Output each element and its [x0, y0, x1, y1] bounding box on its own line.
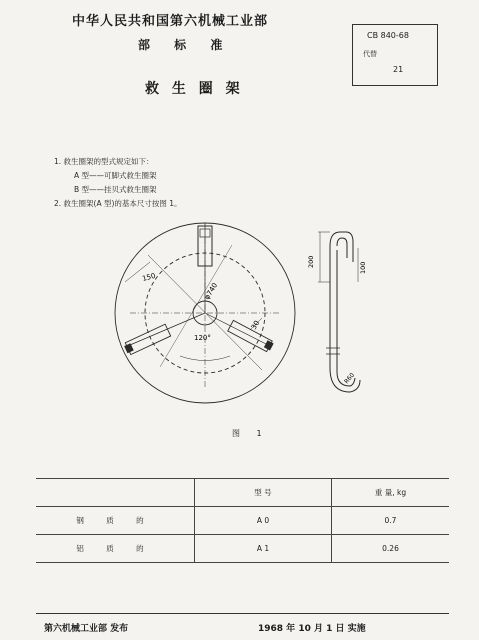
- dim-100: 100: [359, 261, 367, 274]
- table-header-cell: [36, 479, 195, 507]
- table-header-row: [36, 479, 449, 507]
- replaces-number: 21: [393, 65, 404, 74]
- table-cell: 铝 质 的: [36, 535, 195, 563]
- table-cell: 0.7: [332, 507, 450, 535]
- clause-1: 1. 救生圈架的型式规定如下：: [54, 157, 154, 166]
- dim-angle: 120°: [194, 334, 211, 342]
- ring-plan-view: [115, 223, 295, 403]
- table-row: [36, 507, 449, 535]
- dim-diameter: φ740: [202, 281, 220, 302]
- replaces-label: 代替: [363, 50, 377, 58]
- hook-side-view: [318, 232, 360, 392]
- table-cell: 0.26: [332, 535, 450, 563]
- effective-date: 1968 年 10 月 1 日 实施: [258, 624, 366, 634]
- dim-r60: R60: [343, 371, 357, 386]
- weight-table: [36, 478, 449, 563]
- figure-caption: 图 1: [232, 429, 262, 438]
- table-header-cell: 型 号: [195, 479, 332, 507]
- dim-30: 30: [249, 319, 262, 331]
- dim-200: 200: [307, 255, 315, 268]
- document-title: 救 生 圈 架: [145, 81, 244, 97]
- table-row: [36, 535, 449, 563]
- clause-2: 2. 救生圈架(A 型)的基本尺寸按图 1。: [54, 199, 182, 208]
- table-cell: A 0: [195, 507, 332, 535]
- table-header-cell: 重 量, kg: [332, 479, 450, 507]
- publisher: 第六机械工业部 发布: [44, 624, 129, 634]
- footer-divider: [36, 613, 449, 614]
- standard-code: CB 840-68: [367, 31, 409, 40]
- dim-150: 150: [141, 271, 157, 283]
- table-cell: A 1: [195, 535, 332, 563]
- ministry-name: 中华人民共和国第六机械工业部: [72, 14, 269, 29]
- standard-type: 部 标 准: [138, 38, 223, 52]
- table-cell: 钢 质 的: [36, 507, 195, 535]
- clause-1-type-b: B 型——挂贝式救生圈架: [74, 185, 157, 194]
- clause-1-type-a: A 型——可脚式救生圈架: [74, 171, 157, 180]
